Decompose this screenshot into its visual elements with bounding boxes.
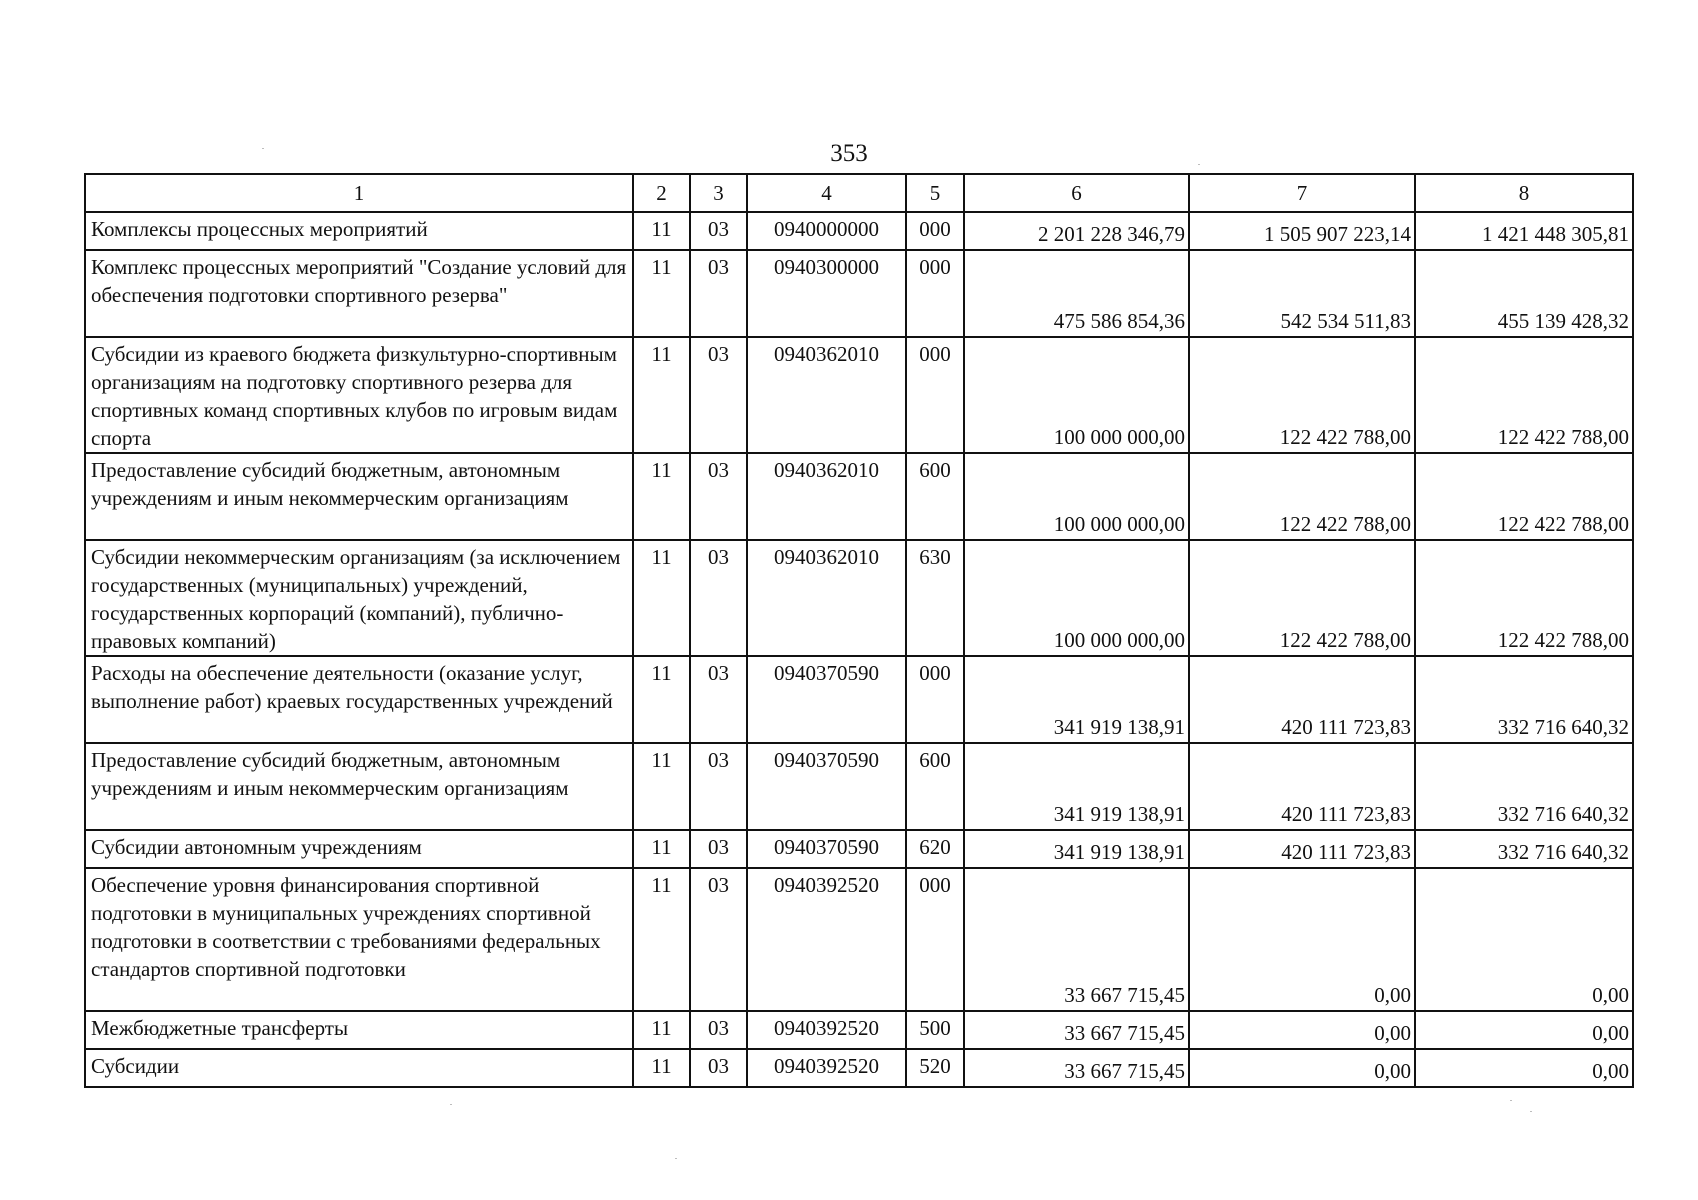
section-code: 11 bbox=[633, 212, 690, 250]
target-code: 0940392520 bbox=[747, 1011, 906, 1049]
section-code: 11 bbox=[633, 337, 690, 453]
subsection-code: 03 bbox=[690, 868, 747, 1011]
subsection-code: 03 bbox=[690, 540, 747, 656]
table-row bbox=[85, 656, 1633, 743]
table-row bbox=[85, 830, 1633, 868]
amount-col6: 341 919 138,91 bbox=[964, 830, 1189, 868]
amount-col8: 332 716 640,32 bbox=[1415, 743, 1633, 830]
amount-col8: 332 716 640,32 bbox=[1415, 830, 1633, 868]
amount-col6: 33 667 715,45 bbox=[964, 1011, 1189, 1049]
row-name: Комплекс процессных мероприятий "Создание условий для обеспечения подготовки спортивного резерва" bbox=[85, 250, 633, 337]
amount-col8: 455 139 428,32 bbox=[1415, 250, 1633, 337]
table-row bbox=[85, 1011, 1633, 1049]
amount-col8: 122 422 788,00 bbox=[1415, 540, 1633, 656]
target-code: 0940300000 bbox=[747, 250, 906, 337]
target-code: 0940392520 bbox=[747, 868, 906, 1011]
scan-speck bbox=[1530, 1111, 1532, 1112]
amount-col7: 420 111 723,83 bbox=[1189, 656, 1415, 743]
row-name: Расходы на обеспечение деятельности (оказание услуг, выполнение работ) краевых государственных учреждений bbox=[85, 656, 633, 743]
expense-type-code: 000 bbox=[906, 250, 964, 337]
amount-col7: 542 534 511,83 bbox=[1189, 250, 1415, 337]
table-row bbox=[85, 337, 1633, 453]
expense-type-code: 620 bbox=[906, 830, 964, 868]
amount-col7: 0,00 bbox=[1189, 1049, 1415, 1087]
amount-col7: 122 422 788,00 bbox=[1189, 453, 1415, 540]
amount-col7: 420 111 723,83 bbox=[1189, 830, 1415, 868]
row-name: Обеспечение уровня финансирования спортивной подготовки в муниципальных учреждениях спортивной подготовки в соответствии с требованиями федеральных стандартов спортивной подготовки bbox=[85, 868, 633, 1011]
scan-speck bbox=[262, 148, 264, 149]
amount-col7: 1 505 907 223,14 bbox=[1189, 212, 1415, 250]
row-name: Субсидии из краевого бюджета физкультурно-спортивным организациям на подготовку спортивного резерва для спортивных команд спортивных клубов по игровым видам спорта bbox=[85, 337, 633, 453]
target-code: 0940370590 bbox=[747, 830, 906, 868]
expense-type-code: 600 bbox=[906, 743, 964, 830]
section-code: 11 bbox=[633, 453, 690, 540]
subsection-code: 03 bbox=[690, 453, 747, 540]
expense-type-code: 000 bbox=[906, 212, 964, 250]
target-code: 0940362010 bbox=[747, 540, 906, 656]
expense-type-code: 000 bbox=[906, 868, 964, 1011]
target-code: 0940370590 bbox=[747, 656, 906, 743]
amount-col6: 475 586 854,36 bbox=[964, 250, 1189, 337]
amount-col8: 122 422 788,00 bbox=[1415, 453, 1633, 540]
section-code: 11 bbox=[633, 1049, 690, 1087]
amount-col6: 33 667 715,45 bbox=[964, 868, 1189, 1011]
subsection-code: 03 bbox=[690, 337, 747, 453]
amount-col8: 0,00 bbox=[1415, 1049, 1633, 1087]
section-code: 11 bbox=[633, 250, 690, 337]
row-name: Субсидии некоммерческим организациям (за исключением государственных (муниципальных) учреждений, государственных корпораций (компаний), публично-правовых компаний) bbox=[85, 540, 633, 656]
amount-col7: 122 422 788,00 bbox=[1189, 540, 1415, 656]
table-row bbox=[85, 743, 1633, 830]
column-header: 3 bbox=[690, 174, 747, 212]
column-header: 8 bbox=[1415, 174, 1633, 212]
amount-col7: 420 111 723,83 bbox=[1189, 743, 1415, 830]
row-name: Предоставление субсидий бюджетным, автономным учреждениям и иным некоммерческим организациям bbox=[85, 743, 633, 830]
column-header: 6 bbox=[964, 174, 1189, 212]
table-row bbox=[85, 868, 1633, 1011]
row-name: Субсидии bbox=[85, 1049, 633, 1087]
amount-col6: 2 201 228 346,79 bbox=[964, 212, 1189, 250]
scan-speck bbox=[1510, 1100, 1512, 1101]
scan-speck bbox=[675, 1158, 677, 1159]
table-row bbox=[85, 1049, 1633, 1087]
scan-speck bbox=[450, 1104, 452, 1105]
section-code: 11 bbox=[633, 743, 690, 830]
target-code: 0940392520 bbox=[747, 1049, 906, 1087]
target-code: 0940362010 bbox=[747, 453, 906, 540]
table-row bbox=[85, 250, 1633, 337]
expense-type-code: 520 bbox=[906, 1049, 964, 1087]
subsection-code: 03 bbox=[690, 1049, 747, 1087]
column-header: 2 bbox=[633, 174, 690, 212]
target-code: 0940362010 bbox=[747, 337, 906, 453]
section-code: 11 bbox=[633, 656, 690, 743]
amount-col8: 122 422 788,00 bbox=[1415, 337, 1633, 453]
table-row bbox=[85, 212, 1633, 250]
column-header: 1 bbox=[85, 174, 633, 212]
expense-type-code: 600 bbox=[906, 453, 964, 540]
row-name: Межбюджетные трансферты bbox=[85, 1011, 633, 1049]
section-code: 11 bbox=[633, 868, 690, 1011]
row-name: Комплексы процессных мероприятий bbox=[85, 212, 633, 250]
table-row bbox=[85, 540, 1633, 656]
target-code: 0940370590 bbox=[747, 743, 906, 830]
subsection-code: 03 bbox=[690, 212, 747, 250]
header-row bbox=[85, 174, 1633, 212]
subsection-code: 03 bbox=[690, 1011, 747, 1049]
amount-col8: 0,00 bbox=[1415, 1011, 1633, 1049]
amount-col6: 100 000 000,00 bbox=[964, 453, 1189, 540]
column-header: 7 bbox=[1189, 174, 1415, 212]
amount-col8: 332 716 640,32 bbox=[1415, 656, 1633, 743]
section-code: 11 bbox=[633, 540, 690, 656]
expense-type-code: 500 bbox=[906, 1011, 964, 1049]
amount-col8: 0,00 bbox=[1415, 868, 1633, 1011]
amount-col7: 0,00 bbox=[1189, 1011, 1415, 1049]
amount-col8: 1 421 448 305,81 bbox=[1415, 212, 1633, 250]
row-name: Предоставление субсидий бюджетным, автономным учреждениям и иным некоммерческим организациям bbox=[85, 453, 633, 540]
section-code: 11 bbox=[633, 830, 690, 868]
table-row bbox=[85, 453, 1633, 540]
amount-col6: 100 000 000,00 bbox=[964, 337, 1189, 453]
subsection-code: 03 bbox=[690, 656, 747, 743]
amount-col6: 341 919 138,91 bbox=[964, 743, 1189, 830]
column-header: 5 bbox=[906, 174, 964, 212]
budget-table bbox=[84, 173, 1634, 1088]
amount-col6: 100 000 000,00 bbox=[964, 540, 1189, 656]
amount-col6: 33 667 715,45 bbox=[964, 1049, 1189, 1087]
expense-type-code: 000 bbox=[906, 337, 964, 453]
target-code: 0940000000 bbox=[747, 212, 906, 250]
scan-speck bbox=[1198, 164, 1200, 165]
row-name: Субсидии автономным учреждениям bbox=[85, 830, 633, 868]
page-number: 353 bbox=[830, 140, 868, 167]
amount-col7: 122 422 788,00 bbox=[1189, 337, 1415, 453]
subsection-code: 03 bbox=[690, 830, 747, 868]
subsection-code: 03 bbox=[690, 250, 747, 337]
column-header: 4 bbox=[747, 174, 906, 212]
amount-col6: 341 919 138,91 bbox=[964, 656, 1189, 743]
amount-col7: 0,00 bbox=[1189, 868, 1415, 1011]
subsection-code: 03 bbox=[690, 743, 747, 830]
section-code: 11 bbox=[633, 1011, 690, 1049]
expense-type-code: 630 bbox=[906, 540, 964, 656]
expense-type-code: 000 bbox=[906, 656, 964, 743]
